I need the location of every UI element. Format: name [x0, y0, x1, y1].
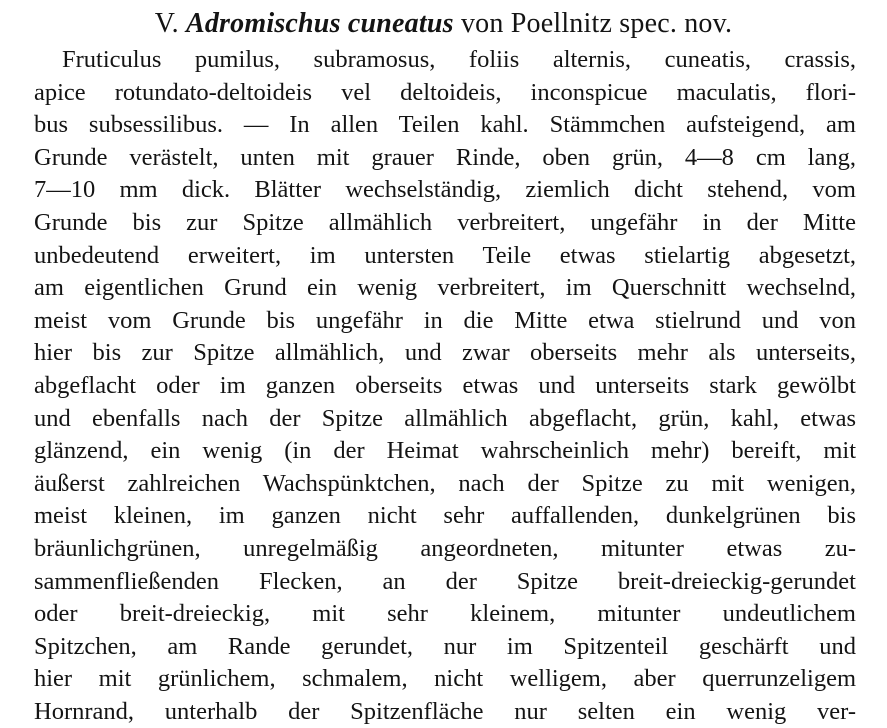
text-line: meist vom Grunde bis ungefähr in die Mitte etwa stielrund und von — [34, 306, 856, 334]
heading-species-name: Adromischus cuneatus — [185, 8, 454, 39]
text-line: apice rotundato-deltoideis vel deltoideis, inconspicue maculatis, flori- — [34, 78, 856, 106]
text-line: hier mit grünlichem, schmalem, nicht welligem, aber querrunzeligem — [34, 665, 856, 693]
text-line: äußerst zahlreichen Wachspünktchen, nach der Spitze zu mit wenigen, — [34, 469, 856, 497]
description-paragraph — [34, 44, 856, 728]
text-line: abgeflacht oder im ganzen oberseits etwas und unterseits stark gewölbt — [34, 371, 856, 399]
text-line: und ebenfalls nach der Spitze allmählich abgeflacht, grün, kahl, etwas — [34, 404, 856, 432]
heading-numeral: V. — [154, 8, 179, 39]
text-line: sammenfließenden Flecken, an der Spitze breit-dreieckig-gerundet — [34, 567, 856, 595]
text-line: unbedeutend erweitert, im untersten Teile etwas stielartig abgesetzt, — [34, 241, 856, 269]
text-line: bräunlichgrünen, unregelmäßig angeordneten, mitunter etwas zu- — [34, 534, 856, 562]
text-line: Spitzchen, am Rande gerundet, nur im Spitzenteil geschärft und — [34, 632, 856, 660]
text-line: glänzend, ein wenig (in der Heimat wahrscheinlich mehr) bereift, mit — [34, 437, 856, 465]
text-line: bus subsessilibus. — In allen Teilen kahl. Stämmchen aufsteigend, am — [34, 111, 856, 139]
section-heading — [0, 6, 887, 42]
text-line: hier bis zur Spitze allmählich, und zwar oberseits mehr als unterseits, — [34, 339, 856, 367]
text-line: 7—10 mm dick. Blätter wechselständig, ziemlich dicht stehend, vom — [34, 176, 856, 204]
heading-authority: von Poellnitz spec. nov. — [460, 8, 733, 39]
text-line: meist kleinen, im ganzen nicht sehr auffallenden, dunkelgrünen bis — [34, 502, 856, 530]
text-line: am eigentlichen Grund ein wenig verbreitert, im Querschnitt wechselnd, — [34, 274, 856, 302]
text-line: Fruticulus pumilus, subramosus, foliis alternis, cuneatis, crassis, — [62, 46, 856, 73]
text-line: Grunde verästelt, unten mit grauer Rinde, oben grün, 4—8 cm lang, — [34, 143, 856, 171]
text-line: oder breit-dreieckig, mit sehr kleinem, mitunter undeutlichem — [34, 600, 856, 628]
text-line: Hornrand, unterhalb der Spitzenfläche nur selten ein wenig ver- — [34, 697, 856, 725]
text-line: Grunde bis zur Spitze allmählich verbreitert, ungefähr in der Mitte — [34, 208, 856, 236]
